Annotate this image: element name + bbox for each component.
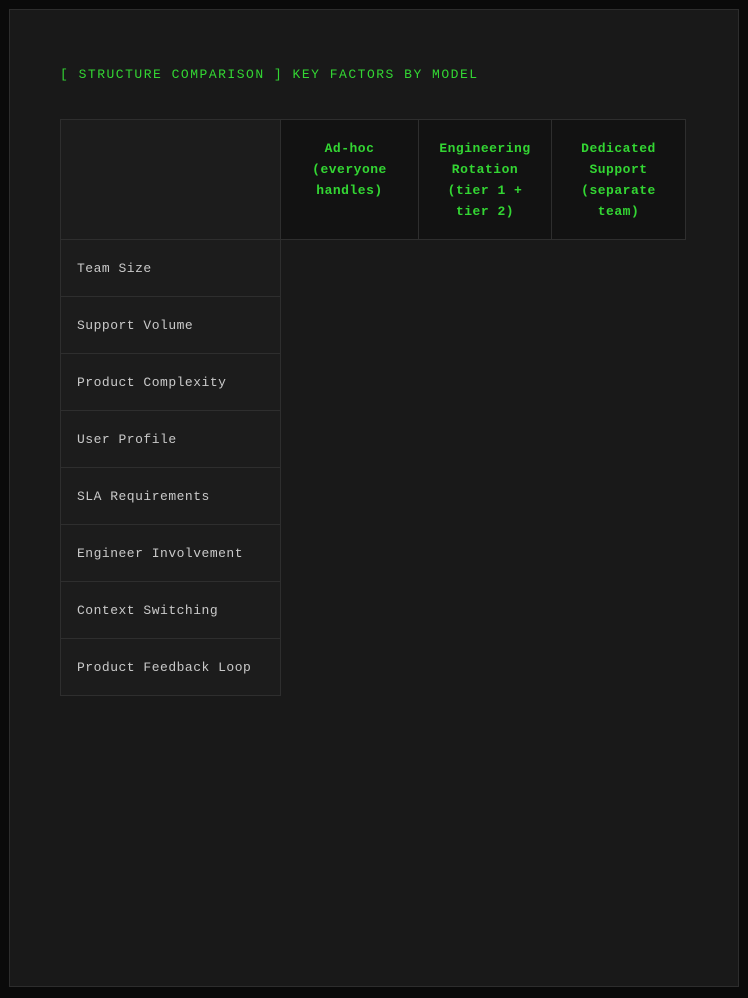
row-label: Engineer Involvement [61, 525, 281, 582]
table-row [61, 582, 686, 639]
column-header-dedicated-support: Dedicated Support (separate team) [552, 120, 686, 240]
row-label: Product Complexity [61, 354, 281, 411]
row-label: SLA Requirements [61, 468, 281, 525]
table-row [61, 354, 686, 411]
row-label: Team Size [61, 240, 281, 297]
comparison-table [60, 119, 686, 696]
header-row [61, 120, 686, 240]
row-label: User Profile [61, 411, 281, 468]
table-row [61, 468, 686, 525]
table-row [61, 639, 686, 696]
row-label: Context Switching [61, 582, 281, 639]
table-row [61, 297, 686, 354]
table-row [61, 411, 686, 468]
corner-cell [61, 120, 281, 240]
page-frame [9, 9, 739, 987]
column-header-adhoc: Ad-hoc (everyone handles) [281, 120, 419, 240]
row-label: Product Feedback Loop [61, 639, 281, 696]
row-label: Support Volume [61, 297, 281, 354]
table-row [61, 525, 686, 582]
table-row [61, 240, 686, 297]
column-header-engineering-rotation: Engineering Rotation (tier 1 + tier 2) [419, 120, 552, 240]
page-title: [ STRUCTURE COMPARISON ] KEY FACTORS BY MODEL [60, 67, 479, 82]
